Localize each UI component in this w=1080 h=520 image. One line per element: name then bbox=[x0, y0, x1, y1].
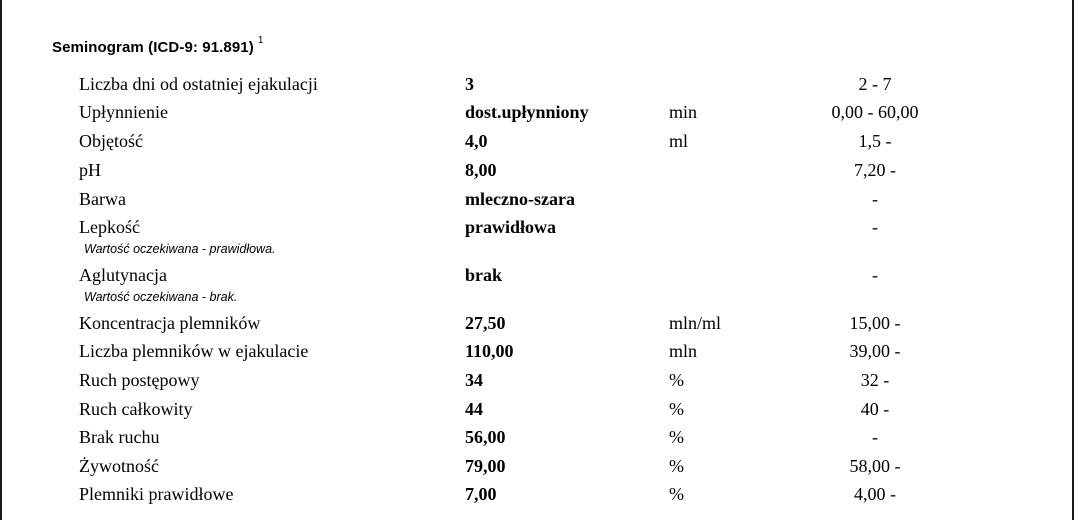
result-row bbox=[0, 261, 1080, 289]
result-row bbox=[0, 127, 1080, 155]
parameter-value: 3 bbox=[465, 74, 474, 94]
parameter-value: 7,00 bbox=[465, 484, 497, 504]
parameter-name: Upłynnienie bbox=[79, 102, 168, 122]
parameter-unit: ml bbox=[669, 131, 689, 151]
parameter-unit: % bbox=[669, 484, 684, 504]
reference-range: 4,00 - bbox=[854, 484, 896, 504]
parameter-value: brak bbox=[465, 265, 503, 285]
parameter-value: 27,50 bbox=[465, 313, 506, 333]
parameter-name: Ruch całkowity bbox=[79, 399, 193, 419]
reference-range: 7,20 - bbox=[854, 160, 896, 180]
parameter-unit: % bbox=[669, 456, 684, 476]
result-row bbox=[0, 185, 1080, 213]
parameter-name: Brak ruchu bbox=[79, 427, 160, 447]
result-row bbox=[0, 480, 1080, 508]
reference-range: 58,00 - bbox=[849, 456, 901, 476]
parameter-unit: mln bbox=[669, 341, 698, 361]
parameter-name: Żywotność bbox=[79, 456, 159, 476]
expected-value-note: Wartość oczekiwana - brak. bbox=[84, 290, 238, 304]
parameter-unit: mln/ml bbox=[669, 313, 722, 333]
parameter-name: Koncentracja plemników bbox=[79, 313, 261, 333]
reference-range: 40 - bbox=[860, 399, 890, 419]
parameter-value: prawidłowa bbox=[465, 217, 557, 237]
parameter-value: dost.upłynniony bbox=[465, 102, 589, 122]
parameter-value: 34 bbox=[465, 370, 483, 390]
result-row bbox=[0, 452, 1080, 480]
reference-range: - bbox=[872, 265, 878, 285]
footnote-marker: 1 bbox=[257, 35, 264, 46]
parameter-unit: min bbox=[669, 102, 698, 122]
parameter-name: Barwa bbox=[79, 189, 126, 209]
section-title bbox=[52, 35, 264, 56]
reference-range: 39,00 - bbox=[849, 341, 901, 361]
reference-range: 32 - bbox=[860, 370, 890, 390]
parameter-name: Plemniki prawidłowe bbox=[79, 484, 234, 504]
parameter-value: 56,00 bbox=[465, 427, 506, 447]
parameter-value: 4,0 bbox=[465, 131, 488, 151]
parameter-unit: % bbox=[669, 370, 684, 390]
reference-range: - bbox=[872, 217, 878, 237]
reference-range: 1,5 - bbox=[858, 131, 892, 151]
result-row bbox=[0, 423, 1080, 451]
parameter-value: 79,00 bbox=[465, 456, 506, 476]
parameter-name: pH bbox=[79, 160, 101, 180]
parameter-name: Lepkość bbox=[79, 217, 140, 237]
reference-range: 2 - 7 bbox=[858, 74, 892, 94]
reference-range: - bbox=[872, 189, 878, 209]
result-row bbox=[0, 156, 1080, 184]
result-row bbox=[0, 366, 1080, 394]
expected-value-note: Wartość oczekiwana - prawidłowa. bbox=[84, 242, 276, 256]
section-title-text: Seminogram (ICD-9: 91.891) bbox=[52, 39, 254, 56]
parameter-value: 110,00 bbox=[465, 341, 514, 361]
parameter-name: Liczba plemników w ejakulacie bbox=[79, 341, 309, 361]
result-row bbox=[0, 309, 1080, 337]
parameter-name: Aglutynacja bbox=[79, 265, 167, 285]
result-row bbox=[0, 337, 1080, 365]
parameter-value: mleczno-szara bbox=[465, 189, 575, 209]
parameter-unit: % bbox=[669, 427, 684, 447]
result-row bbox=[0, 213, 1080, 241]
parameter-value: 44 bbox=[465, 399, 483, 419]
parameter-name: Ruch postępowy bbox=[79, 370, 200, 390]
result-row bbox=[0, 70, 1080, 98]
reference-range: 0,00 - 60,00 bbox=[831, 102, 919, 122]
parameter-value: 8,00 bbox=[465, 160, 497, 180]
parameter-unit: % bbox=[669, 399, 684, 419]
parameter-name: Objętość bbox=[79, 131, 143, 151]
result-row bbox=[0, 98, 1080, 126]
reference-range: - bbox=[872, 427, 878, 447]
reference-range: 15,00 - bbox=[849, 313, 901, 333]
parameter-name: Liczba dni od ostatniej ejakulacji bbox=[79, 74, 318, 94]
result-row bbox=[0, 395, 1080, 423]
